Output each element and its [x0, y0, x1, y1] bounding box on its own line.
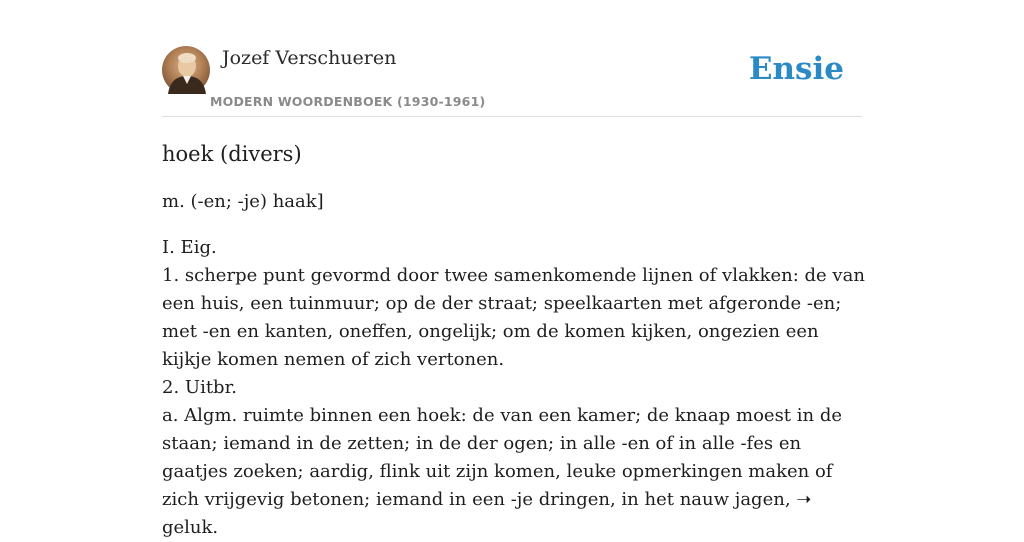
definition-line: 2. Uitbr. [162, 377, 237, 398]
entry-title: hoek (divers) [162, 142, 302, 166]
definition-line: a. Algm. ruimte binnen een hoek: de van een kamer; de knaap moest in de staan; iemand in de zetten; in de der ogen; in alle -en of in alle -fes en gaatjes zoeken; aardig, flink uit zijn komen, leuke opmerkingen maken of zich vrijgevig betonen; iemand in een -je dringen, in het nauw jagen, ➝ geluk. [162, 405, 843, 538]
entry-content [162, 138, 866, 542]
definition-line: I. Eig. [162, 237, 217, 258]
ensie-logo-link[interactable]: Ensie [748, 51, 844, 87]
author-avatar[interactable] [162, 46, 210, 94]
dictionary-source[interactable]: MODERN WOORDENBOEK (1930-1961) [210, 94, 486, 109]
portrait-icon [162, 46, 210, 94]
header [162, 46, 862, 117]
entry-grammar: m. (-en; -je) haak] [162, 191, 324, 212]
author-name[interactable]: Jozef Verschueren [222, 47, 397, 69]
definition-line: 1. scherpe punt gevormd door twee samenkomende lijnen of vlakken: de van een huis, een tuinmuur; op de der straat; speelkaarten met afgeronde -en; met -en en kanten, oneffen, ongelijk; om de komen kijken, ongezien een kijkje komen nemen of zich vertonen. [162, 265, 865, 370]
entry-definition [162, 234, 866, 542]
